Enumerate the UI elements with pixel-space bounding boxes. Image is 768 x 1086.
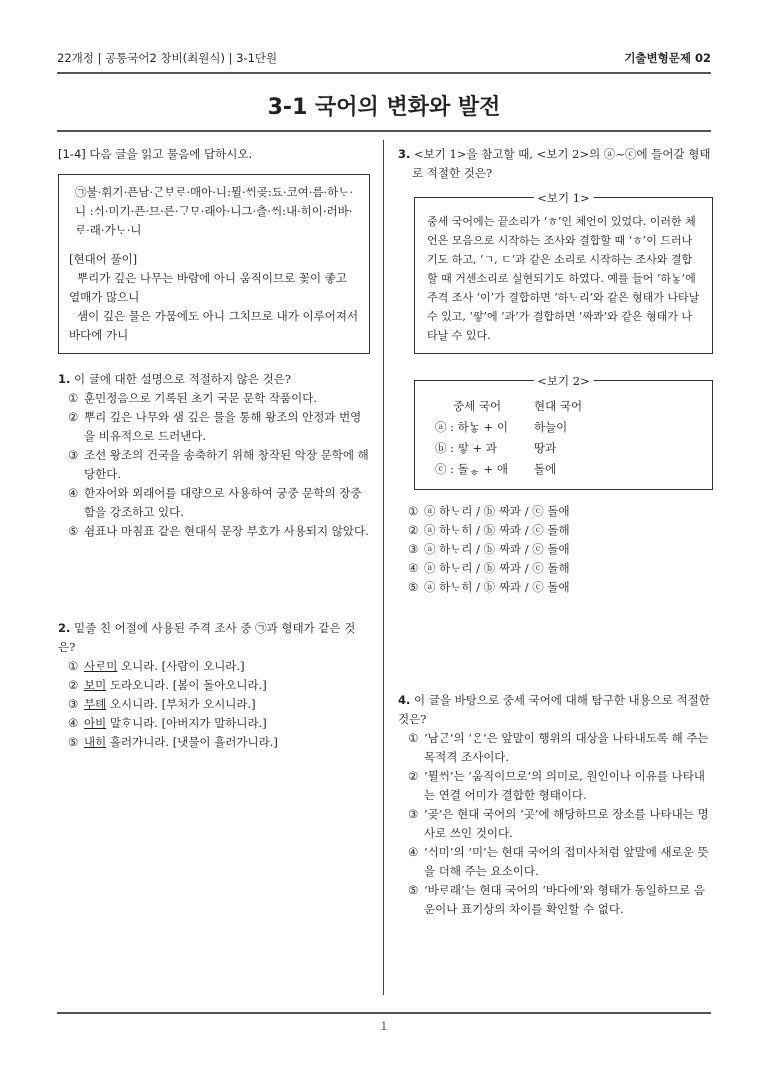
- q4-option-number: ④: [408, 845, 419, 859]
- header-rule: [57, 72, 711, 74]
- right-column: [398, 145, 713, 919]
- bogi-2-row: [429, 418, 588, 437]
- passage-modern-line1: 뿌리가 깊은 나무는 바람에 아니 움직이므로 꽃이 좋고 열매가 많으니: [69, 271, 347, 304]
- q2-options: [58, 657, 370, 752]
- q3-option-text: ⓐ 하ᄂᆞ리 / ⓑ ᄶᅡ과 / ⓒ 돌애: [424, 504, 570, 518]
- bogi-2-modern: 땅과: [533, 441, 557, 455]
- passage-box: [58, 174, 370, 354]
- question-4: [398, 691, 713, 919]
- q4-stem: 이 글을 바탕으로 중세 국어에 대해 탐구한 내용으로 적절한 것은?: [398, 693, 710, 726]
- bogi-2-modern: 하늘이: [533, 420, 568, 434]
- q3-option-number: ②: [408, 523, 419, 537]
- q2-stem: 밑줄 친 어절에 사용된 주격 조사 중 ㉠과 형태가 같은 것은?: [58, 621, 356, 654]
- bogi-2-table: [427, 395, 590, 481]
- question-3: [398, 145, 713, 597]
- q2-option-5[interactable]: [58, 733, 370, 752]
- q1-option-4[interactable]: [58, 484, 370, 522]
- q1-option-1[interactable]: [58, 389, 370, 408]
- q2-option-number: ③: [68, 697, 79, 711]
- q1-option-number: ④: [68, 486, 79, 500]
- footer-rule: [57, 1012, 711, 1014]
- q4-option-text: ‘바ᄅᆞ래’는 현대 국어의 ‘바다에’와 형태가 동일하므로 음운이나 표기상의 차이를 확인할 수 없다.: [424, 883, 705, 916]
- q4-option-text: ‘곶’은 현대 국어의 ‘곳’에 해당하므로 장소를 나타내는 명사로 쓰인 것이다.: [424, 807, 709, 840]
- bogi-2-label: <보기 2>: [533, 372, 593, 391]
- q2-option-3[interactable]: [58, 695, 370, 714]
- q2-option-number: ①: [68, 659, 79, 673]
- q4-options: [398, 729, 713, 919]
- q2-option-number: ④: [68, 716, 79, 730]
- q3-option-2[interactable]: [398, 521, 713, 540]
- q1-option-2[interactable]: [58, 408, 370, 446]
- q3-option-text: ⓐ 하ᄂᆞ히 / ⓑ ᄶᅡ콰 / ⓒ 돌해: [424, 523, 570, 537]
- q1-option-3[interactable]: [58, 446, 370, 484]
- q2-option-text: 말ᄒᆞ니라. [아버지가 말하니라.]: [106, 716, 267, 730]
- q1-option-text: 훈민정음으로 기록된 초기 국문 문학 작품이다.: [84, 391, 318, 405]
- passage-original: ㉠불·휘기·픈남·ᄀᆞᆫᄇᆞᄅᆞ·매아·니:뮐·ᄊᆡ곶:됴·코여·름·하ᄂᆞ·니 :ᄉᆡ·미기·픈·므·른·ᄀᆞᄆᆞ·래아·니그·츨·ᄊᆡ:내·히이·러바·ᄅᆞ·래·가ᄂᆞ·니: [75, 185, 353, 237]
- q3-option-number: ③: [408, 542, 419, 556]
- bogi-2-head-modern: 현대 국어: [533, 399, 583, 413]
- q1-option-text: 뿌리 깊은 나무와 샘 깊은 물을 통해 왕조의 안정과 번영을 비유적으로 드러낸다.: [84, 410, 362, 443]
- q2-option-1[interactable]: [58, 657, 370, 676]
- bogi-2-row: [429, 439, 588, 458]
- q2-option-number: ⑤: [68, 735, 79, 749]
- q4-option-text: ‘남ᄀᆞᆫ’의 ‘ᄋᆞᆫ’은 앞말이 행위의 대상을 나타내도록 해 주는 목적격 조사이다.: [424, 731, 709, 764]
- q4-option-number: ⑤: [408, 883, 419, 897]
- page-number: 1: [380, 1020, 388, 1033]
- q4-number: 4.: [398, 693, 411, 707]
- header-left: 22개정 | 공통국어2 창비(최원식) | 3-1단원: [57, 51, 278, 65]
- q1-option-5[interactable]: [58, 522, 370, 541]
- bogi-1-label: <보기 1>: [533, 189, 593, 208]
- q4-option-number: ①: [408, 731, 419, 745]
- q3-options: [398, 502, 713, 597]
- bogi-2-row: [429, 460, 588, 479]
- instruction: [1-4] 다음 글을 읽고 물음에 답하시오.: [58, 147, 253, 161]
- page-title: 3-1 국어의 변화와 발전: [267, 95, 501, 120]
- q4-option-1[interactable]: [398, 729, 713, 767]
- q2-number: 2.: [58, 621, 71, 635]
- q1-option-text: 쉼표나 마침표 같은 현대식 문장 부호가 사용되지 않았다.: [84, 524, 369, 538]
- q2-option-underlined: 보미: [84, 678, 107, 692]
- q4-option-2[interactable]: [398, 767, 713, 805]
- q2-option-text: 도라오니라. [봄이 돌아오니라.]: [106, 678, 267, 692]
- q3-option-text: ⓐ 하ᄂᆞ리 / ⓑ ᄶᅡ과 / ⓒ 돌해: [424, 561, 570, 575]
- q2-option-underlined: 부톄: [84, 697, 107, 711]
- bogi-2-medieval: ⓐ : 하ᄂᆞᇂ + 이: [435, 420, 508, 434]
- bogi-2-medieval: ⓒ : 돌ᇂ + 애: [435, 462, 508, 476]
- q3-number: 3.: [398, 147, 411, 161]
- q1-option-text: 한자어와 외래어를 대량으로 사용하여 궁중 문학의 장중함을 강조하고 있다.: [84, 486, 362, 519]
- q2-option-underlined: 아비: [84, 716, 107, 730]
- q3-option-number: ④: [408, 561, 419, 575]
- q3-option-1[interactable]: [398, 502, 713, 521]
- q4-option-3[interactable]: [398, 805, 713, 843]
- header-right: 기출변형문제 02: [624, 51, 711, 65]
- q2-option-number: ②: [68, 678, 79, 692]
- bogi-2-medieval: ⓑ : ᄶᅡᇂ + 과: [435, 441, 497, 455]
- q4-option-text: ‘뮐ᄊᆡ’는 ‘움직이므로’의 의미로, 원인이나 이유를 나타내는 연결 어미가 결합한 형태이다.: [424, 769, 705, 802]
- bogi-2-head-medieval: 중세 국어: [453, 399, 502, 413]
- left-column: [58, 145, 370, 752]
- title-rule: [57, 130, 711, 132]
- q3-stem: <보기 1>을 참고할 때, <보기 2>의 ⓐ~ⓒ에 들어갈 형태로 적절한 것은?: [412, 147, 711, 180]
- bogi-2-modern: 돌에: [533, 462, 557, 476]
- q3-option-text: ⓐ 하ᄂᆞ리 / ⓑ ᄶᅡ콰 / ⓒ 돌애: [424, 542, 570, 556]
- q2-option-2[interactable]: [58, 676, 370, 695]
- bogi-1-box: [414, 191, 713, 354]
- q1-number: 1.: [58, 372, 71, 386]
- bogi-2-box: [414, 374, 713, 490]
- question-1: [58, 370, 370, 541]
- q3-option-5[interactable]: [398, 578, 713, 597]
- q1-option-number: ①: [68, 391, 79, 405]
- q1-stem: 이 글에 대한 설명으로 적절하지 않은 것은?: [74, 372, 291, 386]
- q2-option-text: 흘러가니라. [냇물이 흘러가니라.]: [106, 735, 278, 749]
- q4-option-5[interactable]: [398, 881, 713, 919]
- q4-option-number: ③: [408, 807, 419, 821]
- passage-modern-line2: 샘이 깊은 물은 가뭄에도 아니 그치므로 내가 이루어져서 바다에 가니: [69, 309, 359, 342]
- q4-option-number: ②: [408, 769, 419, 783]
- q2-option-text: 오니라. [사람이 오니라.]: [117, 659, 245, 673]
- q2-option-text: 오시니라. [부처가 오시니라.]: [106, 697, 256, 711]
- q2-option-underlined: 사ᄅᆞ미: [84, 659, 118, 673]
- question-2: [58, 619, 370, 752]
- q1-option-text: 조선 왕조의 건국을 송축하기 위해 창작된 악장 문학에 해당한다.: [84, 448, 369, 481]
- q2-option-4[interactable]: [58, 714, 370, 733]
- q1-options: [58, 389, 370, 541]
- q4-option-text: ‘ᄉᆡ미’의 ‘미’는 현대 국어의 접미사처럼 앞말에 새로운 뜻을 더해 주는 요소이다.: [424, 845, 709, 878]
- q4-option-4[interactable]: [398, 843, 713, 881]
- q1-option-number: ②: [68, 410, 79, 424]
- column-divider: [383, 140, 384, 995]
- q3-option-4[interactable]: [398, 559, 713, 578]
- q3-option-text: ⓐ 하ᄂᆞ히 / ⓑ ᄶᅡ과 / ⓒ 돌애: [424, 580, 570, 594]
- q1-option-number: ③: [68, 448, 79, 462]
- q3-option-number: ⑤: [408, 580, 419, 594]
- bogi-1-text: 중세 국어에는 끝소리가 ‘ㅎ’인 체언이 있었다. 이러한 체언은 모음으로 시작하는 조사와 결합할 때 ‘ㅎ’이 드러나기도 하고, ‘ㄱ, ㄷ’과 같은 소리로 시작하는 조사와 결합할 때 거센소리로 실현되기도 하였다. 예를 들어 ‘하ᄂᆞᇂ’에 주격 조사 ‘이’가 결합하면 ‘하ᄂᆞ리’와 같은 형태가 나타날 수 있고, ‘ᄶᅡᇂ’에 ‘과’가 결합하면 ‘ᄶᅡ콰’와 같은 형태가 나타날 수 있다.: [427, 215, 700, 342]
- q1-option-number: ⑤: [68, 524, 79, 538]
- passage-modern-label: [현대어 풀이]: [69, 252, 138, 266]
- q3-option-3[interactable]: [398, 540, 713, 559]
- q3-option-number: ①: [408, 504, 419, 518]
- q2-option-underlined: 내히: [84, 735, 107, 749]
